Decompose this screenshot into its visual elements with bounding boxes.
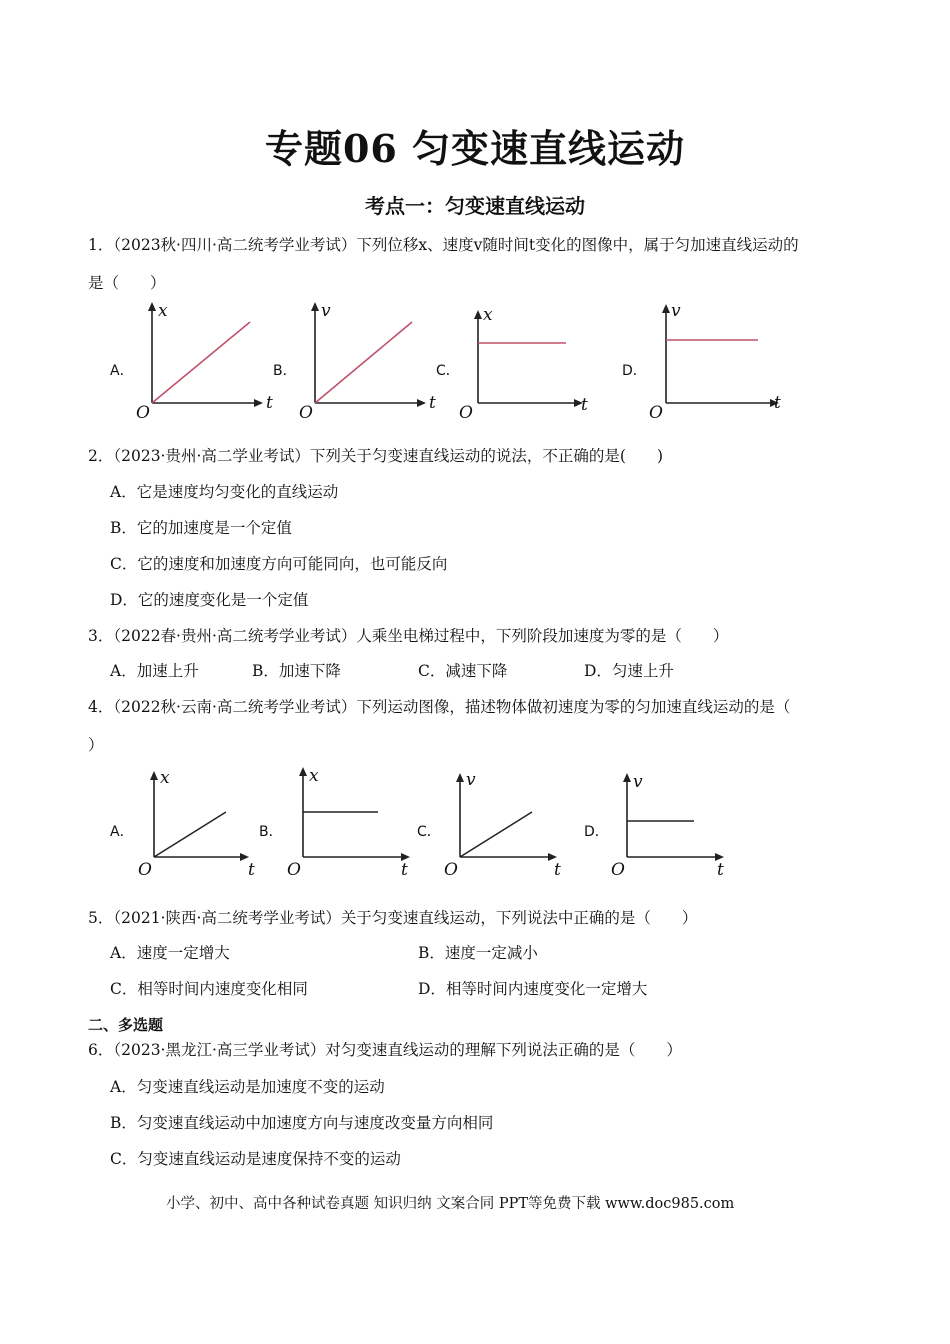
q4-graph-a: [134, 765, 264, 885]
x-axis-label: t: [554, 860, 561, 880]
q6-option-b: B．匀变速直线运动中加速度方向与速度改变量方向相同: [110, 1114, 494, 1132]
graph-line: [460, 812, 532, 857]
x-axis-label: t: [266, 393, 273, 413]
y-axis-arrow: [662, 304, 670, 313]
q6-option-a: A．匀变速直线运动是加速度不变的运动: [110, 1078, 385, 1096]
graph-line: [154, 812, 226, 857]
question-5-text: 5．（2021·陕西·高二统考学业考试）关于匀变速直线运动，下列说法中正确的是（ ）: [88, 909, 698, 927]
y-axis-arrow: [623, 773, 631, 782]
q5-option-b: B．速度一定减小: [418, 944, 538, 962]
q1-option-d-label: D．: [622, 363, 647, 379]
origin-label: O: [444, 860, 458, 880]
graph-line: [315, 322, 412, 403]
q1-graph-c: [456, 300, 606, 425]
q5-option-a: A．速度一定增大: [110, 944, 230, 962]
q4-graph-d: [607, 765, 747, 885]
origin-label: O: [136, 403, 150, 423]
origin-label: O: [299, 403, 313, 423]
q5-option-d: D．相等时间内速度变化一定增大: [418, 980, 648, 998]
x-axis-label: t: [401, 860, 408, 880]
page-footer: 小学、初中、高中各种试卷真题 知识归纳 文案合同 PPT等免费下载 www.doc985.com: [166, 1196, 735, 1212]
y-axis-arrow: [150, 771, 158, 780]
q1-option-a-label: A．: [110, 363, 134, 379]
q2-option-d: D．它的速度变化是一个定值: [110, 591, 309, 609]
x-axis-label: t: [581, 395, 588, 415]
q5-option-c: C．相等时间内速度变化相同: [110, 980, 308, 998]
y-axis-label: x: [483, 305, 493, 325]
y-axis-label: v: [321, 301, 331, 321]
question-3-text: 3．（2022春·贵州·高二统考学业考试）人乘坐电梯过程中，下列阶段加速度为零的是（ ）: [88, 627, 729, 645]
origin-label: O: [138, 860, 152, 880]
question-1-text: 1．（2023秋·四川·高二统考学业考试）下列位移x、速度v随时间t变化的图像中，属于匀加速直线运动的: [88, 236, 799, 254]
x-axis-arrow: [254, 399, 263, 407]
x-axis-arrow: [417, 399, 426, 407]
x-axis-label: t: [429, 393, 436, 413]
y-axis-arrow: [311, 302, 319, 311]
x-axis-label: t: [774, 393, 781, 413]
q4-option-a-label: A．: [110, 824, 134, 840]
question-4-text: 4．（2022秋·云南·高二统考学业考试）下列运动图像，描述物体做初速度为零的匀加速直线运动的是（: [88, 698, 791, 716]
y-axis-arrow: [148, 302, 156, 311]
origin-label: O: [287, 860, 301, 880]
section-heading-multi-choice: 二、多选题: [88, 1016, 164, 1034]
y-axis-label: x: [160, 768, 170, 788]
q2-option-b: B．它的加速度是一个定值: [110, 519, 292, 537]
q1-graph-b: [293, 300, 443, 425]
q2-option-a: A．它是速度均匀变化的直线运动: [110, 483, 339, 501]
q3-option-a: A．加速上升: [110, 662, 199, 680]
origin-label: O: [649, 403, 663, 423]
question-2-text: 2．（2023·贵州·高二学业考试）下列关于匀变速直线运动的说法，不正确的是( ): [88, 447, 664, 465]
question-1-text-cont: 是（ ）: [88, 274, 166, 292]
graph-line: [152, 322, 250, 403]
q4-graph-b: [283, 765, 423, 885]
question-6-text: 6．（2023·黑龙江·高三学业考试）对匀变速直线运动的理解下列说法正确的是（ ）: [88, 1041, 682, 1059]
q1-option-b-label: B．: [273, 363, 297, 379]
q3-option-b: B．加速下降: [252, 662, 341, 680]
y-axis-label: x: [158, 301, 168, 321]
question-4-text-cont: ）: [88, 736, 104, 754]
origin-label: O: [459, 403, 473, 423]
q6-option-c: C．匀变速直线运动是速度保持不变的运动: [110, 1150, 401, 1168]
q1-graph-a: [130, 300, 280, 425]
q4-option-d-label: D．: [584, 824, 609, 840]
y-axis-label: x: [309, 766, 319, 786]
q2-option-c: C．它的速度和加速度方向可能同向，也可能反向: [110, 555, 448, 573]
page-title: 专题06 匀变速直线运动: [264, 126, 686, 171]
q3-option-d: D．匀速上升: [584, 662, 674, 680]
section-subtitle: 考点一：匀变速直线运动: [365, 194, 585, 218]
q4-graph-c: [440, 765, 580, 885]
y-axis-arrow: [456, 773, 464, 782]
y-axis-label: v: [633, 772, 643, 792]
y-axis-label: v: [466, 770, 476, 790]
x-axis-label: t: [248, 860, 255, 880]
y-axis-arrow: [474, 310, 482, 319]
y-axis-label: v: [671, 301, 681, 321]
x-axis-label: t: [717, 860, 724, 880]
q1-option-c-label: C．: [436, 363, 460, 379]
q4-option-c-label: C．: [417, 824, 441, 840]
q4-option-b-label: B．: [259, 824, 283, 840]
q3-option-c: C．减速下降: [418, 662, 508, 680]
q1-graph-d: [644, 300, 794, 425]
origin-label: O: [611, 860, 625, 880]
y-axis-arrow: [299, 767, 307, 776]
